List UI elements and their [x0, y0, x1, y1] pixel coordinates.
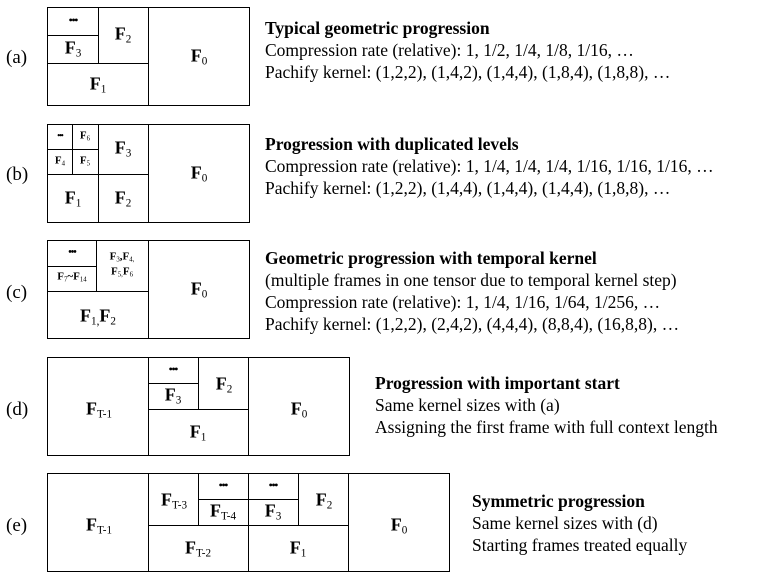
- frame-f1-f2: $F_{1,}F_2$: [80, 305, 116, 328]
- title-a: Typical geometric progression: [265, 18, 490, 38]
- description-c: [265, 247, 679, 335]
- frame-f6: $F_6$: [79, 129, 91, 143]
- desc-line: Starting frames treated equally: [472, 535, 688, 555]
- frame-f0: $F_0$: [190, 162, 208, 185]
- row-label-c: (c): [6, 282, 28, 303]
- title-d: Progression with important start: [375, 373, 620, 393]
- description-b: [265, 133, 714, 199]
- frame-f7-f14: $F_7\sim F_{14}$: [57, 270, 87, 284]
- frame-f5: $F_5$: [79, 154, 91, 168]
- title-c: Geometric progression with temporal kernel: [265, 248, 597, 268]
- frame-f1: $F_1$: [89, 73, 107, 96]
- dots-ellipsis: •••: [68, 14, 78, 27]
- description-d: [375, 372, 718, 438]
- frame-ft-3: $F_{T-3}$: [160, 489, 188, 512]
- desc-line: Same kernel sizes with (d): [472, 513, 658, 533]
- diagram-d: [47, 357, 350, 456]
- frame-f2: $F_2$: [315, 489, 333, 512]
- title-e: Symmetric progression: [472, 491, 645, 511]
- frame-f4: $F_4$: [54, 154, 66, 168]
- frame-f0: $F_0$: [190, 278, 208, 301]
- frame-ft-2: $F_{T-2}$: [184, 537, 212, 560]
- frame-ft-1: $F_{T-1}$: [85, 398, 113, 421]
- desc-line: Pachify kernel: (1,2,2), (1,4,4), (1,4,4), (1,4,4), (1,8,8), …: [265, 178, 671, 198]
- dots-ellipsis: •••: [268, 479, 278, 492]
- desc-line: Compression rate (relative): 1, 1/4, 1/16, 1/64, 1/256, …: [265, 292, 661, 312]
- diagram-b: [47, 124, 250, 223]
- dots-ellipsis: •••: [218, 479, 228, 492]
- desc-line: Pachify kernel: (1,2,2), (1,4,2), (1,4,4), (1,8,4), (1,8,8), …: [265, 62, 671, 82]
- desc-line: Assigning the first frame with full context length: [375, 417, 718, 437]
- frame-f2: $F_2$: [114, 23, 132, 46]
- frame-f0: $F_0$: [290, 398, 308, 421]
- frame-f3: $F_3$: [164, 384, 182, 407]
- frame-f3: $F_3$: [114, 137, 132, 160]
- frame-f5-f6: $F_{5,}F_6$: [111, 265, 133, 279]
- frame-f1: $F_1$: [289, 537, 307, 560]
- frame-f1: $F_1$: [189, 421, 207, 444]
- frame-f3: $F_3$: [264, 500, 282, 523]
- row-label-b: (b): [6, 164, 29, 185]
- frame-ft-1: $F_{T-1}$: [85, 514, 113, 537]
- description-e: [472, 490, 687, 556]
- desc-line: Compression rate (relative): 1, 1/4, 1/4, 1/4, 1/16, 1/16, 1/16, …: [265, 156, 714, 176]
- frame-f0: $F_0$: [390, 514, 408, 537]
- frame-f3-f4: $F_3,F_{4,}$: [109, 250, 135, 264]
- frame-f1: $F_1$: [64, 187, 82, 210]
- frame-f2: $F_2$: [215, 373, 233, 396]
- row-label-e: (e): [6, 515, 28, 536]
- frame-f0: $F_0$: [190, 45, 208, 68]
- frame-f2: $F_2$: [114, 187, 132, 210]
- diagram-a: [47, 7, 250, 106]
- desc-line: Same kernel sizes with (a): [375, 395, 560, 415]
- description-a: [265, 17, 670, 83]
- dots-ellipsis: •••: [168, 363, 178, 376]
- frame-f3: $F_3$: [64, 37, 82, 60]
- row-label-a: (a): [6, 47, 28, 68]
- dots-ellipsis: •••: [68, 247, 76, 258]
- row-label-d: (d): [6, 399, 29, 420]
- title-b: Progression with duplicated levels: [265, 134, 519, 154]
- dots-ellipsis: •••: [57, 131, 63, 140]
- desc-line: Compression rate (relative): 1, 1/2, 1/4, 1/8, 1/16, …: [265, 40, 634, 60]
- diagram-c: [47, 240, 250, 339]
- diagram-e: [47, 473, 450, 572]
- desc-line: (multiple frames in one tensor due to temporal kernel step): [265, 270, 677, 290]
- desc-line: Pachify kernel: (1,2,2), (2,4,2), (4,4,4), (8,8,4), (16,8,8), …: [265, 314, 680, 334]
- frame-ft-4: $F_{T-4}$: [209, 500, 237, 523]
